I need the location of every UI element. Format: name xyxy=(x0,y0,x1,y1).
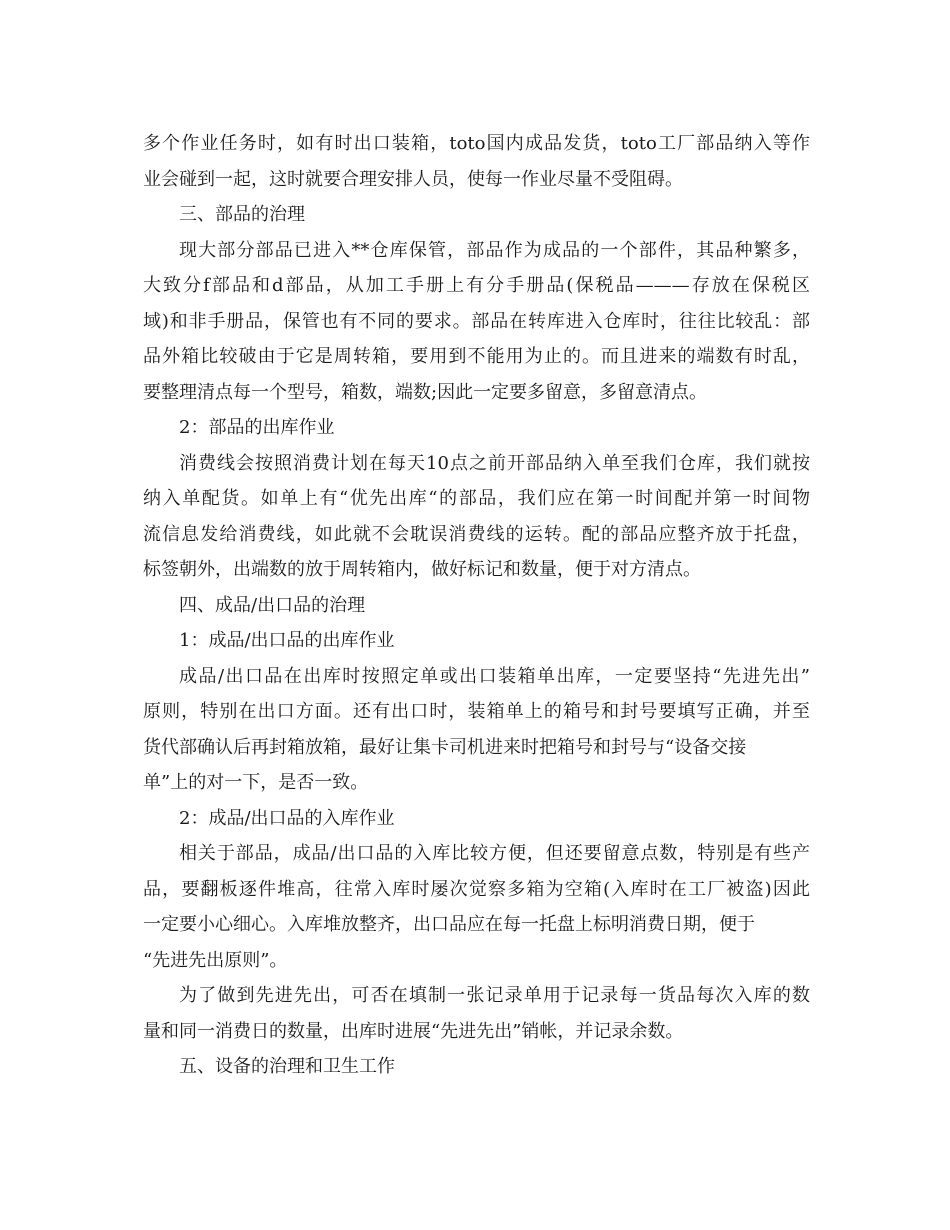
document-body xyxy=(143,126,810,1085)
text-line: 标签朝外，出端数的放于周转箱内，做好标记和数量，便于对方清点。 xyxy=(143,559,701,580)
text-line: 现大部分部品已进入**仓库保管，部品作为成品的一个部件，其品种繁多， xyxy=(179,239,810,261)
text-line: 消费线会按照消费计划在每天10点之前开部品纳入单至我们仓库，我们就按 xyxy=(179,452,810,474)
text-line: 为了做到先进先出，可否在填制一张记录单用于记录每一货品每次入库的数 xyxy=(179,985,810,1006)
text-line: 流信息发给消费线，如此就不会耽误消费线的运转。配的部品应整齐放于托盘， xyxy=(143,523,810,545)
text-line: 相关于部品，成品/出口品的入库比较方便，但还要留意点数，特别是有些产 xyxy=(179,843,810,864)
text-line: 货代部确认后再封箱放箱，最好让集卡司机进来时把箱号和封号与“设备交接 xyxy=(143,736,747,758)
text-line: 纳入单配货。如单上有“优先出库“的部品，我们应在第一时间配并第一时间物 xyxy=(143,488,810,509)
text-line: 品外箱比较破由于它是周转箱，要用到不能用为止的。而且进来的端数有时乱， xyxy=(143,346,810,367)
text-line: 一定要小心细心。入库堆放整齐，出口品应在每一托盘上标明消费日期，便于 xyxy=(143,914,755,935)
text-line: 原则，特别在出口方面。还有出口时，装箱单上的箱号和封号要填写正确，并至 xyxy=(143,701,810,722)
text-line: “先进先出原则”。 xyxy=(143,949,288,971)
text-line: 多个作业任务时，如有时出口装箱，toto国内成品发货，toto工厂部品纳入等作 xyxy=(143,133,810,154)
text-line: 品，要翻板逐件堆高，往常入库时屡次觉察多箱为空箱(入库时在工厂被盗)因此 xyxy=(143,878,810,900)
text-line: 量和同一消费日的数量，出库时进展“先进先出”销帐，并记录余数。 xyxy=(143,1020,684,1042)
section-heading: 五、设备的治理和卫生工作 xyxy=(179,1056,395,1077)
text-line: 大致分f部品和d部品，从加工手册上有分手册品(保税品———存放在保税区 xyxy=(143,275,810,296)
subsection-heading: 2：成品/出口品的入库作业 xyxy=(179,807,395,829)
subsection-heading: 1：成品/出口品的出库作业 xyxy=(179,630,395,651)
text-line: 成品/出口品在出库时按照定单或出口装箱单出库，一定要坚持“先进先出” xyxy=(179,665,810,687)
text-line: 业会碰到一起，这时就要合理安排人员，使每一作业尽量不受阻碍。 xyxy=(143,168,683,190)
text-line: 单”上的对一下，是否一致。 xyxy=(143,772,369,793)
subsection-heading: 2：部品的出库作业 xyxy=(179,417,335,438)
text-line: 域)和非手册品，保管也有不同的要求。部品在转库进入仓库时，往往比较乱：部 xyxy=(143,310,810,332)
text-line: 要整理清点每一个型号，箱数，端数;因此一定要多留意，多留意清点。 xyxy=(143,381,708,403)
section-heading: 四、成品/出口品的治理 xyxy=(179,594,366,616)
section-heading: 三、部品的治理 xyxy=(179,204,305,225)
